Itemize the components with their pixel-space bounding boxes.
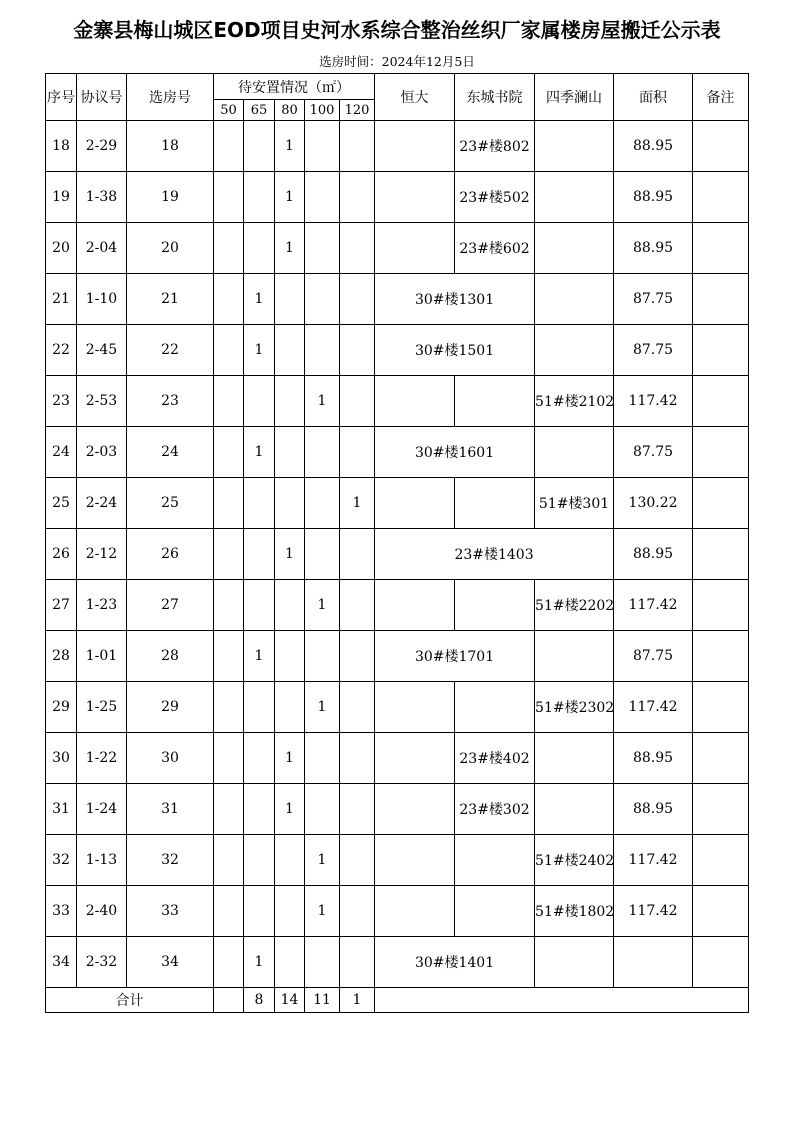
cell-choice: 23: [127, 376, 214, 427]
table-row: [46, 835, 749, 886]
cell-building: 23#楼802: [455, 121, 535, 172]
cell-choice: 34: [127, 937, 214, 988]
cell-agreement: 1-01: [77, 631, 127, 682]
header-resettlement: 待安置情况（㎡）: [214, 74, 375, 100]
cell-size-100: [305, 172, 340, 223]
cell-size-50: [214, 733, 244, 784]
cell-size-50: [214, 682, 244, 733]
cell-size-80: [275, 427, 305, 478]
cell-remark: [693, 172, 749, 223]
cell-remark: [693, 937, 749, 988]
relocation-table: [45, 73, 749, 1013]
cell-hengda: [375, 580, 455, 631]
cell-size-120: [340, 427, 375, 478]
cell-size-80: 1: [275, 784, 305, 835]
cell-size-100: [305, 274, 340, 325]
cell-hengda: [375, 733, 455, 784]
cell-hengda: [375, 376, 455, 427]
cell-siji: [535, 631, 614, 682]
cell-seq: 26: [46, 529, 77, 580]
cell-size-120: [340, 631, 375, 682]
cell-seq: 29: [46, 682, 77, 733]
table-row: [46, 121, 749, 172]
cell-remark: [693, 631, 749, 682]
cell-agreement: 2-40: [77, 886, 127, 937]
cell-choice: 28: [127, 631, 214, 682]
cell-size-50: [214, 427, 244, 478]
cell-area: 117.42: [614, 835, 693, 886]
cell-hengda: [375, 835, 455, 886]
cell-seq: 34: [46, 937, 77, 988]
cell-siji: [535, 172, 614, 223]
cell-choice: 29: [127, 682, 214, 733]
cell-seq: 25: [46, 478, 77, 529]
cell-dongcheng: [455, 478, 535, 529]
table-row: [46, 172, 749, 223]
cell-area: 87.75: [614, 325, 693, 376]
cell-size-120: [340, 376, 375, 427]
cell-remark: [693, 325, 749, 376]
cell-remark: [693, 784, 749, 835]
table-row: [46, 937, 749, 988]
cell-size-50: [214, 274, 244, 325]
cell-size-65: 1: [244, 325, 275, 376]
cell-size-50: [214, 835, 244, 886]
header-choice: 选房号: [127, 74, 214, 121]
cell-building: 51#楼1802: [535, 886, 614, 937]
cell-agreement: 1-10: [77, 274, 127, 325]
cell-choice: 26: [127, 529, 214, 580]
cell-agreement: 1-25: [77, 682, 127, 733]
cell-size-120: [340, 937, 375, 988]
cell-agreement: 2-53: [77, 376, 127, 427]
cell-hengda: [375, 121, 455, 172]
cell-size-120: [340, 121, 375, 172]
header-area: 面积: [614, 74, 693, 121]
cell-size-65: [244, 172, 275, 223]
cell-remark: [693, 121, 749, 172]
cell-size-80: 1: [275, 529, 305, 580]
cell-size-120: [340, 835, 375, 886]
cell-size-80: [275, 835, 305, 886]
table-row: [46, 274, 749, 325]
cell-size-50: [214, 937, 244, 988]
cell-size-120: [340, 682, 375, 733]
cell-area: [614, 937, 693, 988]
cell-building: 23#楼602: [455, 223, 535, 274]
cell-size-100: [305, 478, 340, 529]
table-row: [46, 325, 749, 376]
table-row: [46, 886, 749, 937]
cell-size-100: [305, 529, 340, 580]
cell-choice: 33: [127, 886, 214, 937]
cell-agreement: 1-24: [77, 784, 127, 835]
cell-size-65: [244, 835, 275, 886]
cell-size-100: 1: [305, 835, 340, 886]
cell-building: 23#楼502: [455, 172, 535, 223]
cell-choice: 27: [127, 580, 214, 631]
cell-size-65: [244, 223, 275, 274]
cell-building: 30#楼1501: [375, 325, 535, 376]
cell-building: 30#楼1401: [375, 937, 535, 988]
cell-building: 23#楼302: [455, 784, 535, 835]
cell-size-100: 1: [305, 682, 340, 733]
total-65: 8: [244, 988, 275, 1013]
cell-size-80: [275, 376, 305, 427]
cell-seq: 23: [46, 376, 77, 427]
cell-agreement: 1-23: [77, 580, 127, 631]
cell-size-120: 1: [340, 478, 375, 529]
header-size-100: 100: [305, 100, 340, 121]
cell-size-100: [305, 631, 340, 682]
cell-area: 88.95: [614, 121, 693, 172]
cell-choice: 25: [127, 478, 214, 529]
table-row: [46, 733, 749, 784]
cell-area: 88.95: [614, 223, 693, 274]
cell-size-65: [244, 478, 275, 529]
total-blank: [375, 988, 749, 1013]
table-row: [46, 580, 749, 631]
cell-size-100: 1: [305, 580, 340, 631]
cell-building: 30#楼1601: [375, 427, 535, 478]
cell-area: 87.75: [614, 427, 693, 478]
cell-size-50: [214, 631, 244, 682]
cell-size-80: [275, 478, 305, 529]
cell-size-65: [244, 682, 275, 733]
cell-seq: 19: [46, 172, 77, 223]
cell-area: 117.42: [614, 886, 693, 937]
cell-choice: 32: [127, 835, 214, 886]
cell-choice: 24: [127, 427, 214, 478]
cell-size-100: 1: [305, 886, 340, 937]
cell-choice: 22: [127, 325, 214, 376]
table-row: [46, 529, 749, 580]
cell-area: 88.95: [614, 784, 693, 835]
cell-size-100: [305, 121, 340, 172]
cell-size-65: [244, 580, 275, 631]
cell-remark: [693, 835, 749, 886]
cell-hengda: [375, 172, 455, 223]
cell-seq: 21: [46, 274, 77, 325]
cell-size-50: [214, 223, 244, 274]
cell-siji: [535, 121, 614, 172]
cell-size-80: [275, 886, 305, 937]
cell-size-65: 1: [244, 937, 275, 988]
cell-building: 30#楼1701: [375, 631, 535, 682]
header-seq: 序号: [46, 74, 77, 121]
cell-siji: [535, 937, 614, 988]
cell-seq: 32: [46, 835, 77, 886]
cell-building: 51#楼2202: [535, 580, 614, 631]
table-row: [46, 682, 749, 733]
cell-building: 51#楼2402: [535, 835, 614, 886]
cell-seq: 22: [46, 325, 77, 376]
header-size-80: 80: [275, 100, 305, 121]
cell-size-100: [305, 223, 340, 274]
cell-size-100: [305, 784, 340, 835]
cell-remark: [693, 580, 749, 631]
cell-size-65: [244, 733, 275, 784]
cell-hengda: [375, 784, 455, 835]
table-row: [46, 784, 749, 835]
cell-building: 23#楼1403: [375, 529, 614, 580]
cell-area: 117.42: [614, 580, 693, 631]
cell-size-80: [275, 274, 305, 325]
cell-area: 87.75: [614, 631, 693, 682]
cell-seq: 27: [46, 580, 77, 631]
cell-dongcheng: [455, 580, 535, 631]
cell-size-65: 1: [244, 631, 275, 682]
cell-size-80: [275, 682, 305, 733]
cell-choice: 31: [127, 784, 214, 835]
cell-size-65: 1: [244, 427, 275, 478]
cell-size-50: [214, 121, 244, 172]
cell-size-80: 1: [275, 733, 305, 784]
cell-size-80: 1: [275, 172, 305, 223]
cell-agreement: 2-04: [77, 223, 127, 274]
header-size-120: 120: [340, 100, 375, 121]
cell-size-50: [214, 478, 244, 529]
cell-building: 51#楼2302: [535, 682, 614, 733]
cell-remark: [693, 886, 749, 937]
cell-size-80: [275, 937, 305, 988]
header-size-50: 50: [214, 100, 244, 121]
table-row: [46, 631, 749, 682]
cell-size-100: 1: [305, 376, 340, 427]
cell-seq: 20: [46, 223, 77, 274]
cell-agreement: 2-29: [77, 121, 127, 172]
total-120: 1: [340, 988, 375, 1013]
cell-area: 88.95: [614, 529, 693, 580]
cell-choice: 18: [127, 121, 214, 172]
cell-agreement: 1-38: [77, 172, 127, 223]
cell-seq: 30: [46, 733, 77, 784]
cell-size-120: [340, 274, 375, 325]
header-siji: 四季澜山: [535, 74, 614, 121]
table-row: [46, 427, 749, 478]
cell-remark: [693, 376, 749, 427]
cell-size-120: [340, 529, 375, 580]
cell-dongcheng: [455, 376, 535, 427]
cell-siji: [535, 325, 614, 376]
cell-dongcheng: [455, 835, 535, 886]
cell-choice: 30: [127, 733, 214, 784]
total-row: [46, 988, 749, 1013]
cell-size-65: [244, 529, 275, 580]
cell-siji: [535, 784, 614, 835]
cell-hengda: [375, 223, 455, 274]
cell-agreement: 1-13: [77, 835, 127, 886]
cell-area: 87.75: [614, 274, 693, 325]
header-remark: 备注: [693, 74, 749, 121]
header-hengda: 恒大: [375, 74, 455, 121]
cell-seq: 28: [46, 631, 77, 682]
cell-size-65: [244, 376, 275, 427]
cell-agreement: 1-22: [77, 733, 127, 784]
cell-agreement: 2-24: [77, 478, 127, 529]
cell-size-80: 1: [275, 223, 305, 274]
cell-area: 130.22: [614, 478, 693, 529]
table-row: [46, 223, 749, 274]
cell-building: 30#楼1301: [375, 274, 535, 325]
cell-size-100: [305, 937, 340, 988]
cell-remark: [693, 733, 749, 784]
cell-size-50: [214, 376, 244, 427]
cell-dongcheng: [455, 886, 535, 937]
cell-size-50: [214, 886, 244, 937]
cell-remark: [693, 274, 749, 325]
cell-size-120: [340, 223, 375, 274]
cell-seq: 31: [46, 784, 77, 835]
cell-area: 117.42: [614, 682, 693, 733]
cell-size-120: [340, 733, 375, 784]
page-title: 金寨县梅山城区EOD项目史河水系综合整治丝织厂家属楼房屋搬迁公示表: [73, 18, 721, 42]
cell-building: 51#楼301: [535, 478, 614, 529]
cell-agreement: 2-32: [77, 937, 127, 988]
cell-size-100: [305, 427, 340, 478]
cell-agreement: 2-45: [77, 325, 127, 376]
cell-size-120: [340, 172, 375, 223]
header-row: [46, 74, 749, 100]
cell-hengda: [375, 682, 455, 733]
cell-agreement: 2-12: [77, 529, 127, 580]
cell-size-65: [244, 886, 275, 937]
cell-building: 51#楼2102: [535, 376, 614, 427]
cell-siji: [535, 733, 614, 784]
table-row: [46, 376, 749, 427]
cell-siji: [535, 427, 614, 478]
cell-area: 117.42: [614, 376, 693, 427]
cell-area: 88.95: [614, 172, 693, 223]
cell-remark: [693, 223, 749, 274]
header-agreement: 协议号: [77, 74, 127, 121]
cell-siji: [535, 223, 614, 274]
cell-choice: 20: [127, 223, 214, 274]
cell-size-65: [244, 121, 275, 172]
cell-size-120: [340, 580, 375, 631]
cell-remark: [693, 529, 749, 580]
header-dongcheng: 东城书院: [455, 74, 535, 121]
cell-size-80: [275, 580, 305, 631]
cell-size-50: [214, 580, 244, 631]
cell-agreement: 2-03: [77, 427, 127, 478]
cell-choice: 21: [127, 274, 214, 325]
cell-size-100: [305, 325, 340, 376]
cell-seq: 24: [46, 427, 77, 478]
cell-size-65: 1: [244, 274, 275, 325]
cell-siji: [535, 274, 614, 325]
cell-dongcheng: [455, 682, 535, 733]
cell-size-120: [340, 325, 375, 376]
cell-size-65: [244, 784, 275, 835]
cell-area: 88.95: [614, 733, 693, 784]
cell-size-100: [305, 733, 340, 784]
cell-size-50: [214, 529, 244, 580]
cell-size-50: [214, 172, 244, 223]
cell-remark: [693, 427, 749, 478]
cell-seq: 18: [46, 121, 77, 172]
cell-hengda: [375, 478, 455, 529]
cell-size-50: [214, 784, 244, 835]
cell-remark: [693, 478, 749, 529]
cell-size-80: [275, 325, 305, 376]
cell-seq: 33: [46, 886, 77, 937]
cell-remark: [693, 682, 749, 733]
cell-building: 23#楼402: [455, 733, 535, 784]
total-50: [214, 988, 244, 1013]
cell-size-80: 1: [275, 121, 305, 172]
table-row: [46, 478, 749, 529]
cell-size-120: [340, 886, 375, 937]
cell-hengda: [375, 886, 455, 937]
total-label: 合计: [46, 988, 214, 1013]
cell-size-50: [214, 325, 244, 376]
header-size-65: 65: [244, 100, 275, 121]
cell-size-120: [340, 784, 375, 835]
selection-date: 选房时间：2024年12月5日: [319, 54, 475, 69]
total-80: 14: [275, 988, 305, 1013]
cell-size-80: [275, 631, 305, 682]
total-100: 11: [305, 988, 340, 1013]
cell-choice: 19: [127, 172, 214, 223]
